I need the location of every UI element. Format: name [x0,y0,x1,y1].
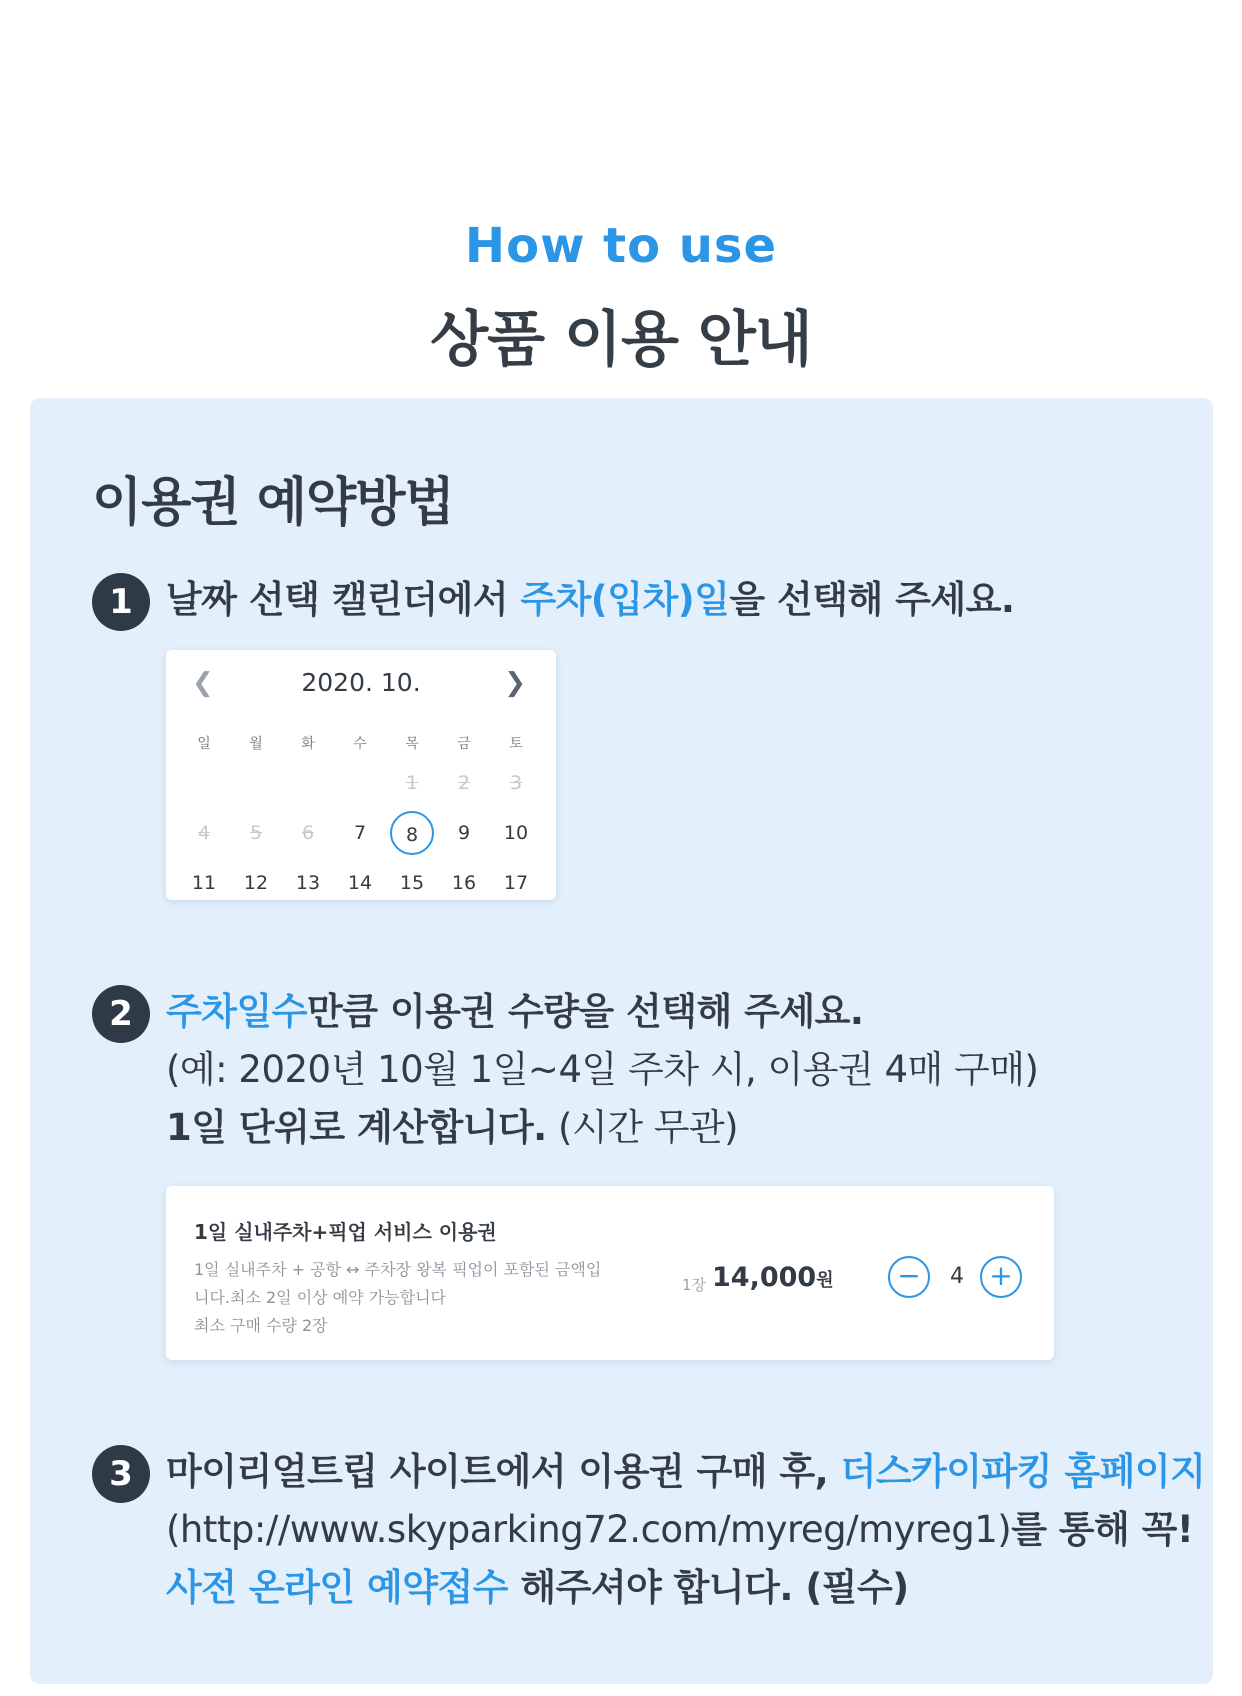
step-2-line-2: (예: 2020년 10월 1일~4일 주차 시, 이용권 4매 구매) [166,1048,1039,1091]
calendar-week-row [178,758,544,808]
calendar-day[interactable] [282,872,334,894]
calendar-week-row [178,808,544,858]
step-3-url[interactable]: (http://www.skyparking72.com/myreg/myreg1) [166,1508,1012,1551]
step-2-line-3-rest: (시간 무관) [546,1106,739,1149]
quantity-decrease-button[interactable]: − [888,1256,930,1298]
calendar-day-number: 13 [295,872,321,894]
calendar-day-number: 15 [399,872,425,894]
calendar-day-number: 16 [451,872,477,894]
calendar-day[interactable] [230,872,282,894]
calendar-day-number: 11 [191,872,217,894]
calendar-day [282,822,334,844]
step-3-badge: 3 [92,1445,150,1503]
calendar-day-number: 6 [301,822,315,844]
step-1-text-a: 날짜 선택 캘린더에서 [166,578,521,621]
step-1-badge: 1 [92,573,150,631]
step-3-line-3-rest: 해주셔야 합니다. (필수) [507,1566,909,1609]
calendar-day-number: 4 [197,822,211,844]
section-title: 상품 이용 안내 [430,305,812,375]
calendar-day-number: 7 [353,822,367,844]
calendar-day[interactable] [490,822,542,844]
step-2-line-3-bold: 1일 단위로 계산합니다. [166,1106,547,1149]
weekday-label: 화 [301,736,315,752]
ticket-product-card [166,1186,1054,1360]
calendar-day[interactable] [490,872,542,894]
step-2-line-1-rest: 만큼 이용권 수량을 선택해 주세요. [306,990,864,1033]
weekday-label: 월 [249,736,263,752]
calendar-grid [178,728,544,908]
section-subtitle: How to use [464,218,778,274]
calendar-day-number: 3 [509,772,523,794]
calendar-weekday-row [178,728,544,758]
weekday-label: 금 [457,736,471,752]
step-3-line-2-rest: 를 통해 꼭! [1011,1508,1194,1551]
step-3-highlight: 사전 온라인 예약접수 [166,1566,508,1609]
calendar-day[interactable] [334,822,386,844]
calendar-day[interactable] [334,872,386,894]
calendar-day[interactable] [438,872,490,894]
calendar-day-number: 14 [347,872,373,894]
step-3-line-3 [166,1559,909,1617]
calendar-day-number: 10 [503,822,529,844]
calendar-day-number: 9 [457,822,471,844]
product-desc-line: 니다.최소 2일 이상 예약 가능합니다 [194,1288,446,1307]
step-2-badge: 2 [92,985,150,1043]
calendar-day [230,822,282,844]
calendar-day-number: 5 [249,822,263,844]
calendar-day-number: 12 [243,872,269,894]
quantity-value: 4 [950,1264,964,1289]
calendar-day-number: 2 [457,772,471,794]
calendar-day[interactable] [386,872,438,894]
calendar-day-number: 1 [405,772,419,794]
weekday-label: 수 [353,736,367,752]
price-currency: 원 [816,1270,834,1291]
product-price [712,1262,834,1293]
step-2-highlight: 주차일수 [166,990,307,1033]
calendar-day[interactable] [438,822,490,844]
step-1-text [166,571,1014,629]
skyparking-homepage-link[interactable]: 더스카이파킹 홈페이지 [840,1450,1206,1493]
calendar-day [178,822,230,844]
product-name: 1일 실내주차+픽업 서비스 이용권 [194,1220,497,1244]
date-picker-calendar [166,650,556,900]
weekday-label: 목 [405,736,419,752]
step-1-highlight: 주차(입차)일 [520,578,730,621]
price-unit: 1장 [682,1276,707,1294]
chevron-right-icon[interactable]: ❯ [504,668,526,698]
step-3-line-1 [166,1443,1205,1501]
weekday-label: 토 [509,736,523,752]
chevron-left-icon[interactable]: ❮ [192,668,214,698]
step-1-text-b: 을 선택해 주세요. [729,578,1015,621]
calendar-day[interactable] [178,872,230,894]
step-3-line-1-a: 마이리얼트립 사이트에서 이용권 구매 후, [166,1450,841,1493]
calendar-day-number: 8 [390,811,434,855]
calendar-day [490,772,542,794]
step-2-line-3 [166,1099,738,1157]
calendar-day-selected[interactable] [386,811,438,855]
product-desc-line: 최소 구매 수량 2장 [194,1316,328,1335]
calendar-month-label: 2020. 10. [301,668,421,697]
calendar-day [438,772,490,794]
calendar-day [386,772,438,794]
quantity-increase-button[interactable]: + [980,1256,1022,1298]
product-desc-line: 1일 실내주차 + 공항 ↔ 주차장 왕복 픽업이 포함된 금액입 [194,1260,602,1279]
weekday-label: 일 [197,736,211,752]
price-value: 14,000 [712,1262,817,1293]
step-2-line-1 [166,983,863,1041]
product-description [194,1256,634,1340]
panel-title: 이용권 예약방법 [92,473,454,533]
calendar-day-number: 17 [503,872,529,894]
calendar-week-row [178,858,544,908]
step-3-line-2 [166,1501,1193,1559]
